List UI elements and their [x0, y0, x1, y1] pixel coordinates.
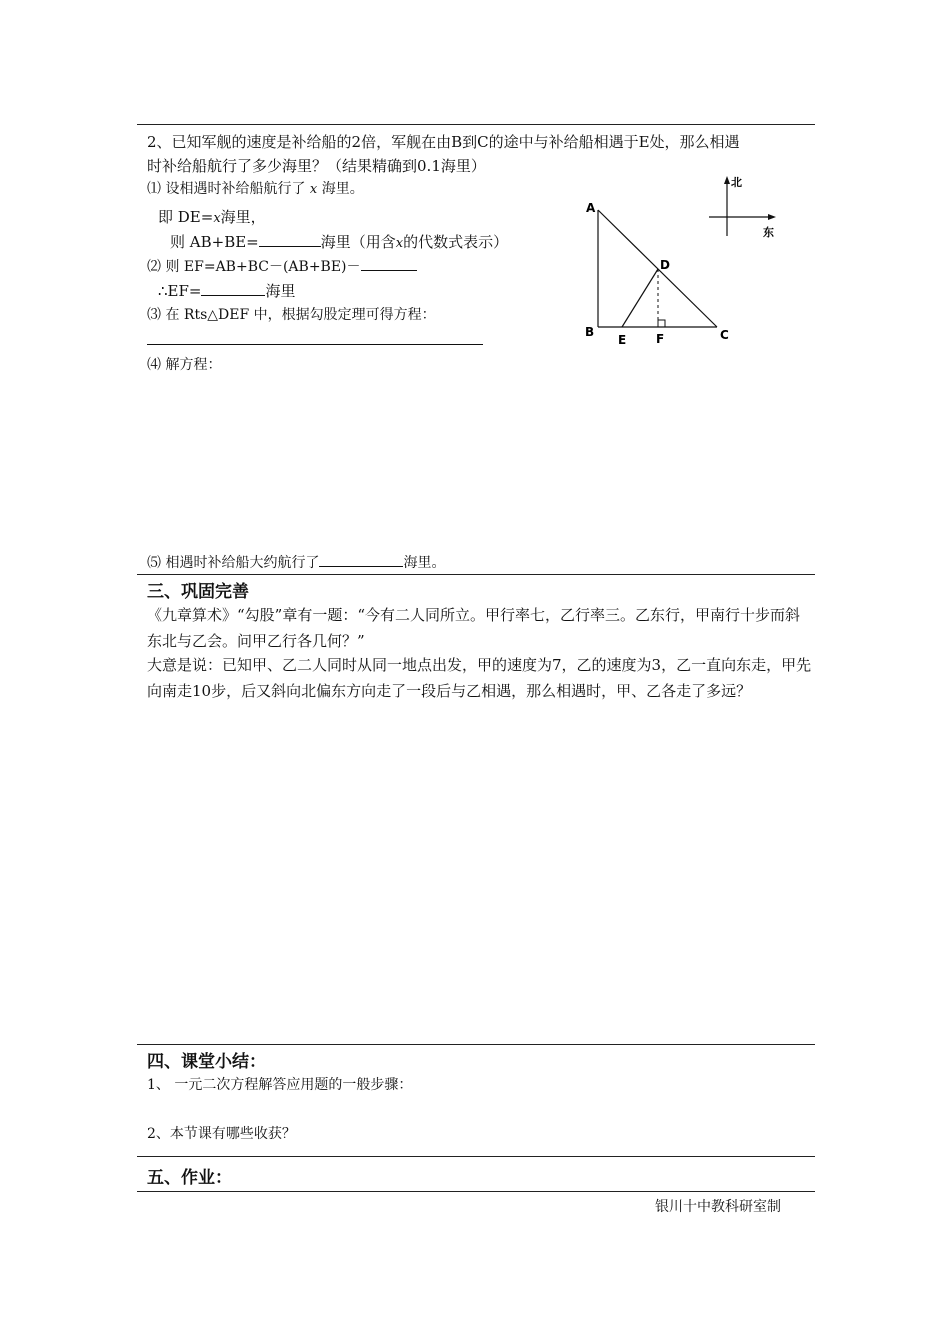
section-5-title: 五、作业： [147, 1168, 232, 1188]
label-e: E [618, 333, 627, 347]
de-text: 即 DE= [158, 208, 214, 226]
label-d: D [660, 258, 670, 272]
ef-text: ∴EF= [158, 282, 202, 300]
ef-line [158, 280, 296, 301]
ef-unit: 海里 [265, 282, 296, 300]
label-b: B [585, 325, 595, 339]
de-line [158, 206, 266, 227]
section-3-text-1: 《九章算术》“勾股”章有一题：“今有二人同所立。甲行率七，乙行率三。乙东行，甲南行十步而斜东北与乙会。问甲乙行各几何？” [147, 606, 801, 650]
step-5 [147, 552, 445, 572]
step-3: ⑶ 在 Rts△DEF 中，根据勾股定理可得方程： [147, 307, 436, 323]
step-1-var: x [309, 182, 318, 197]
step-2-text: ⑵ 则 EF=AB+BC－(AB+BE)－ [147, 259, 361, 275]
abbe-blank[interactable] [259, 232, 321, 247]
label-c: C [720, 328, 729, 342]
de-var: x [213, 211, 221, 226]
compass-east: 东 [763, 226, 774, 239]
problem-line-1: 2、已知军舰的速度是补给船的2倍，军舰在由B到C的途中与补给船相遇于E处，那么相遇 [147, 133, 740, 151]
step-2-blank[interactable] [361, 256, 417, 271]
problem-line-2: 时补给船航行了多少海里？（结果精确到0.1海里） [147, 157, 486, 175]
ef-blank[interactable] [201, 281, 265, 296]
compass-north: 北 [731, 176, 742, 189]
abbe-var: x [395, 236, 404, 251]
step-2 [147, 256, 417, 276]
section-3-title: 三、巩固完善 [147, 582, 249, 602]
step-5-unit: 海里。 [403, 555, 446, 571]
step-5-text: ⑸ 相遇时补给船大约航行了 [147, 555, 320, 571]
top-rule [137, 124, 815, 125]
section-4-title: 四、课堂小结： [147, 1052, 266, 1072]
section-4-rule [137, 1044, 815, 1045]
abbe-unit: 海里（用含 [320, 233, 396, 251]
step-1-text: ⑴ 设相遇时补给船航行了 [147, 181, 306, 197]
footer-credit: 银川十中教科研室制 [655, 1199, 781, 1215]
section-5-rule [137, 1156, 815, 1157]
label-a: A [586, 201, 596, 215]
de-unit: 海里， [220, 208, 266, 226]
bottom-rule [137, 1191, 815, 1192]
abbe-tail: 的代数式表示） [403, 233, 509, 251]
abbe-line [170, 231, 508, 252]
compass-icon [700, 170, 790, 245]
step-3-blank[interactable] [147, 344, 483, 345]
section-4-item-1: 1、 一元二次方程解答应用题的一般步骤： [147, 1077, 413, 1093]
abbe-text: 则 AB+BE= [170, 233, 259, 251]
section-4-item-2: 2、本节课有哪些收获？ [147, 1126, 296, 1142]
step-1-unit: 海里。 [321, 181, 364, 197]
step-1 [147, 178, 364, 198]
label-f: F [656, 332, 665, 346]
section-3-rule [137, 574, 815, 575]
step-4: ⑷ 解方程： [147, 357, 222, 373]
step-5-blank[interactable] [319, 552, 403, 567]
section-3-text-2: 大意是说：已知甲、乙二人同时从同一地点出发，甲的速度为7，乙的速度为3，乙一直向东走，甲先向南走10步，后又斜向北偏东方向走了一段后与乙相遇，那么相遇时，甲、乙各走了多远？ [147, 656, 812, 700]
